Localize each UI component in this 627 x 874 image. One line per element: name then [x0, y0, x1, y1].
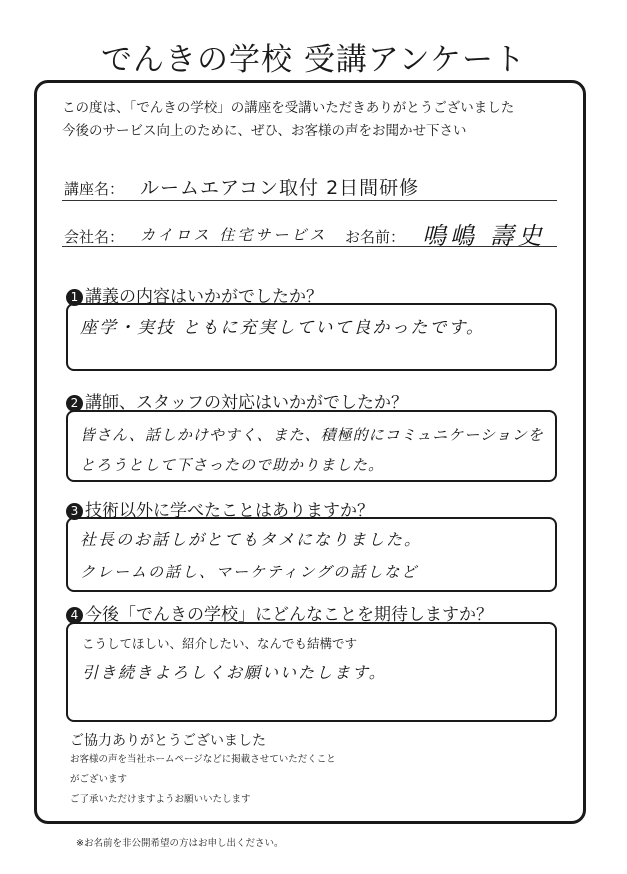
- intro-text: [62, 97, 514, 143]
- disclaimer: [70, 750, 336, 810]
- disclaimer-line-3: ご了承いただけますようお願いいたします: [70, 794, 251, 805]
- question-text: 講師、スタッフの対応はいかがでしたか？: [85, 393, 408, 413]
- question-text: 講義の内容はいかがでしたか？: [85, 287, 323, 307]
- answer-line: 座学・実技 ともに充実していて良かったです。: [80, 318, 486, 338]
- question-number: 4: [66, 607, 83, 624]
- company-value: カイロス 住宅サービス: [140, 226, 328, 244]
- intro-line-2: 今後のサービス向上のために、ぜひ、お客様の声をお聞かせ下さい: [62, 123, 467, 139]
- answer-line: 皆さん、話しかけやすく、また、積極的にコミュニケーションを: [80, 426, 544, 444]
- company-name-row: [62, 218, 557, 250]
- answer-box-4: [66, 622, 557, 722]
- answer-hint: こうしてほしい、紹介したい、なんでも結構です: [82, 636, 358, 651]
- name-value: 鳴嶋 壽史: [422, 222, 546, 250]
- answer-line: 引き続きよろしくお願いいたします。: [82, 663, 387, 682]
- question-text: 今後「でんきの学校」にどんなことを期待しますか？: [85, 605, 493, 625]
- thanks-text: ご協力ありがとうございました: [70, 733, 266, 749]
- question-number: 2: [66, 395, 83, 412]
- course-value: ルームエアコン取付 2日間研修: [140, 177, 420, 199]
- question-text: 技術以外に学べたことはありますか？: [85, 501, 374, 521]
- answer-line: 社長のお話しがとてもタメになりました。: [80, 530, 423, 549]
- page-title: でんきの学校 受講アンケート: [101, 42, 526, 78]
- disclaimer-line-1: お客様の声を当社ホームページなどに掲載させていただくこと: [70, 754, 336, 765]
- question-number: 1: [66, 289, 83, 306]
- name-label: お名前：: [345, 228, 406, 246]
- company-label: 会社名：: [64, 228, 125, 246]
- question-number: 3: [66, 503, 83, 520]
- answer-box-1: [66, 303, 557, 371]
- course-row: [62, 172, 557, 201]
- disclaimer-line-2: がございます: [70, 774, 128, 785]
- course-label: 講座名：: [64, 180, 125, 198]
- footnote: ※お名前を非公開希望の方はお申し出ください。: [76, 838, 284, 849]
- answer-box-2: [66, 410, 557, 482]
- answer-line: クレームの話し、マーケティングの話しなど: [80, 563, 419, 581]
- intro-line-1: この度は、「でんきの学校」の講座を受講いただきありがとうございました: [62, 100, 515, 116]
- answer-line: とろうとして下さったので助かりました。: [80, 456, 385, 474]
- answer-box-3: [66, 517, 557, 592]
